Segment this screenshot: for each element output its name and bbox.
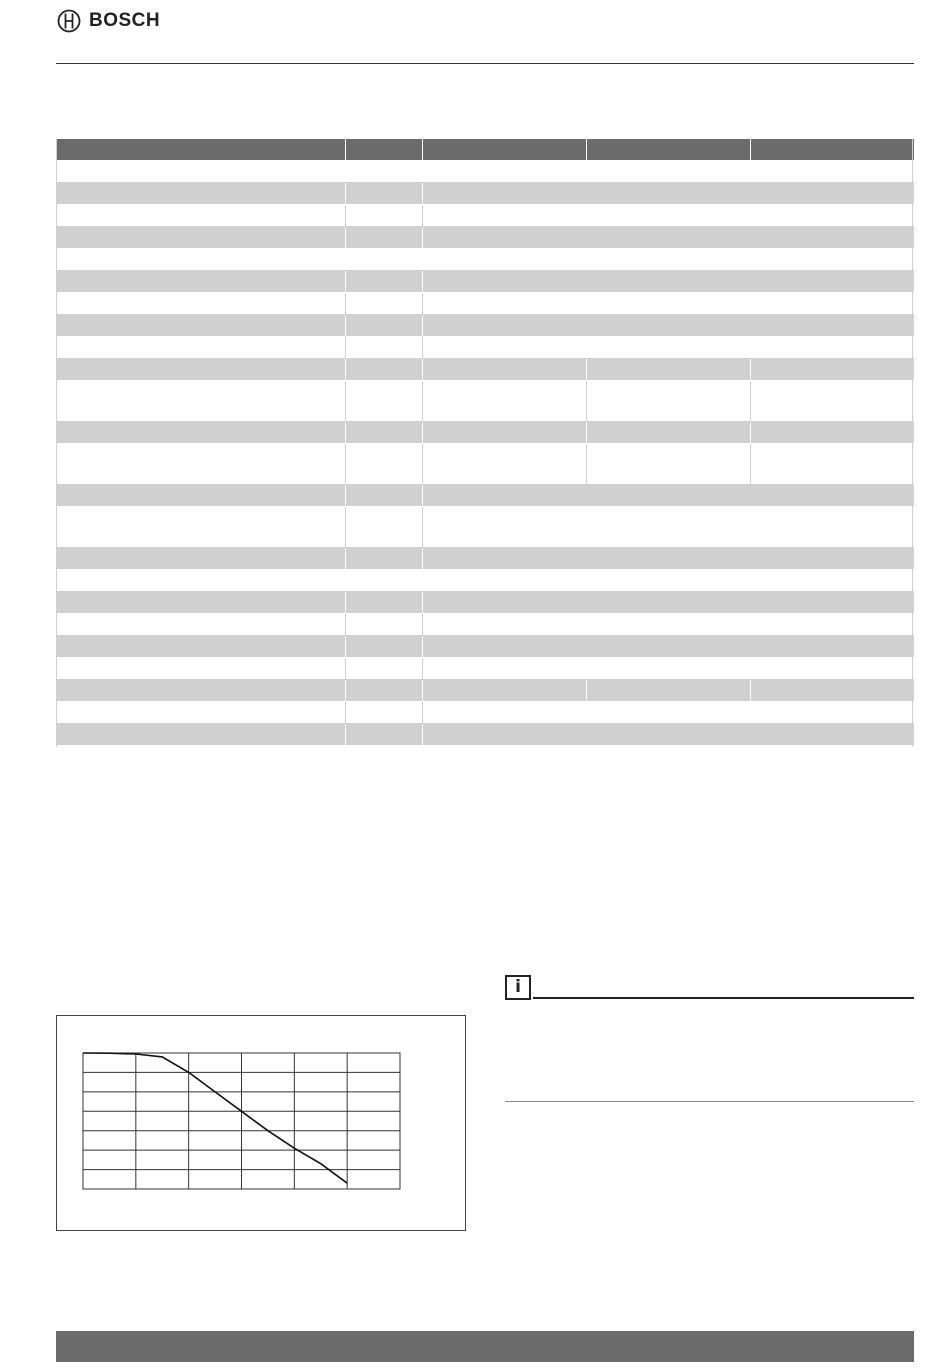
table-cell	[56, 724, 345, 746]
table-cell	[56, 422, 345, 444]
table-cell	[56, 205, 345, 227]
table-cell	[422, 205, 914, 227]
table-cell	[422, 337, 914, 359]
table-cell	[345, 315, 422, 337]
table-row	[56, 422, 914, 444]
table-cell	[345, 658, 422, 680]
table-cell	[345, 271, 422, 293]
table-cell	[422, 139, 586, 161]
table-cell	[56, 548, 345, 570]
table-cell	[422, 315, 914, 337]
table-row	[56, 592, 914, 614]
table-section-row	[56, 161, 914, 183]
table-cell	[422, 614, 914, 636]
table-cell	[345, 205, 422, 227]
table-cell	[56, 381, 345, 422]
table-cell	[422, 183, 914, 205]
table-section-row	[56, 249, 914, 271]
table-cell	[56, 507, 345, 548]
table-cell	[345, 702, 422, 724]
table-cell	[56, 444, 345, 485]
table-section-row	[56, 570, 914, 592]
table-cell	[345, 359, 422, 381]
table-row	[56, 614, 914, 636]
table-cell	[422, 507, 914, 548]
table-cell	[422, 293, 914, 315]
table-row	[56, 227, 914, 249]
bosch-logo	[57, 9, 160, 33]
table-cell	[586, 359, 750, 381]
table-cell	[422, 271, 914, 293]
table-row	[56, 548, 914, 570]
table-cell	[345, 636, 422, 658]
table-cell	[56, 161, 914, 183]
table-row	[56, 293, 914, 315]
footer-bar	[56, 1331, 914, 1362]
specification-table	[56, 139, 914, 745]
table-row	[56, 636, 914, 658]
table-cell	[56, 183, 345, 205]
table-cell	[750, 381, 914, 422]
table-cell	[56, 139, 345, 161]
table-cell	[750, 444, 914, 485]
table-row	[56, 381, 914, 422]
table-cell	[56, 359, 345, 381]
table-cell	[586, 381, 750, 422]
info-glyph: i	[515, 977, 521, 997]
bosch-armature-icon	[57, 9, 81, 33]
table-cell	[345, 724, 422, 746]
chart-canvas	[57, 1016, 465, 1230]
table-cell	[56, 658, 345, 680]
table-cell	[750, 680, 914, 702]
table-cell	[56, 614, 345, 636]
table-cell	[422, 702, 914, 724]
info-note-rule	[533, 997, 914, 999]
table-cell	[56, 592, 345, 614]
table-cell	[345, 592, 422, 614]
table-cell	[345, 507, 422, 548]
table-cell	[586, 444, 750, 485]
table-cell	[750, 139, 914, 161]
table-row	[56, 359, 914, 381]
table-row	[56, 702, 914, 724]
table-row	[56, 485, 914, 507]
table-cell	[422, 658, 914, 680]
table-cell	[56, 570, 914, 592]
table-cell	[345, 139, 422, 161]
table-cell	[422, 680, 586, 702]
table-cell	[586, 422, 750, 444]
table-cell	[422, 485, 914, 507]
table-row	[56, 183, 914, 205]
table-cell	[422, 422, 586, 444]
table-row	[56, 507, 914, 548]
table-cell	[422, 724, 914, 746]
table-cell	[56, 227, 345, 249]
table-cell	[345, 422, 422, 444]
table-cell	[56, 636, 345, 658]
info-note-end-rule	[505, 1101, 914, 1102]
table-row	[56, 315, 914, 337]
table-cell	[56, 293, 345, 315]
table-cell	[345, 614, 422, 636]
table-row	[56, 724, 914, 746]
table-row	[56, 337, 914, 359]
table-cell	[422, 592, 914, 614]
table-cell	[345, 337, 422, 359]
table-cell	[422, 227, 914, 249]
table-cell	[56, 315, 345, 337]
table-cell	[750, 359, 914, 381]
table-cell	[345, 548, 422, 570]
table-row	[56, 444, 914, 485]
table-cell	[422, 636, 914, 658]
table-cell	[56, 702, 345, 724]
brand-name: BOSCH	[89, 10, 161, 31]
table-cell	[345, 227, 422, 249]
header-divider	[56, 63, 914, 64]
table-cell	[345, 183, 422, 205]
table-cell	[56, 337, 345, 359]
table-cell	[56, 485, 345, 507]
table-cell	[422, 444, 586, 485]
table-cell	[345, 293, 422, 315]
table-cell	[56, 249, 914, 271]
table-cell	[345, 444, 422, 485]
table-cell	[586, 680, 750, 702]
table-cell	[56, 680, 345, 702]
table-cell	[422, 381, 586, 422]
table-cell	[345, 680, 422, 702]
table-cell	[586, 139, 750, 161]
table-cell	[56, 271, 345, 293]
table-row	[56, 205, 914, 227]
table-cell	[422, 359, 586, 381]
table-cell	[422, 548, 914, 570]
performance-chart	[56, 1015, 466, 1231]
info-icon	[505, 975, 531, 1000]
table-row	[56, 658, 914, 680]
table-row	[56, 680, 914, 702]
table-cell	[750, 422, 914, 444]
table-cell	[345, 381, 422, 422]
table-header-row	[56, 139, 914, 161]
table-row	[56, 271, 914, 293]
table-cell	[345, 485, 422, 507]
